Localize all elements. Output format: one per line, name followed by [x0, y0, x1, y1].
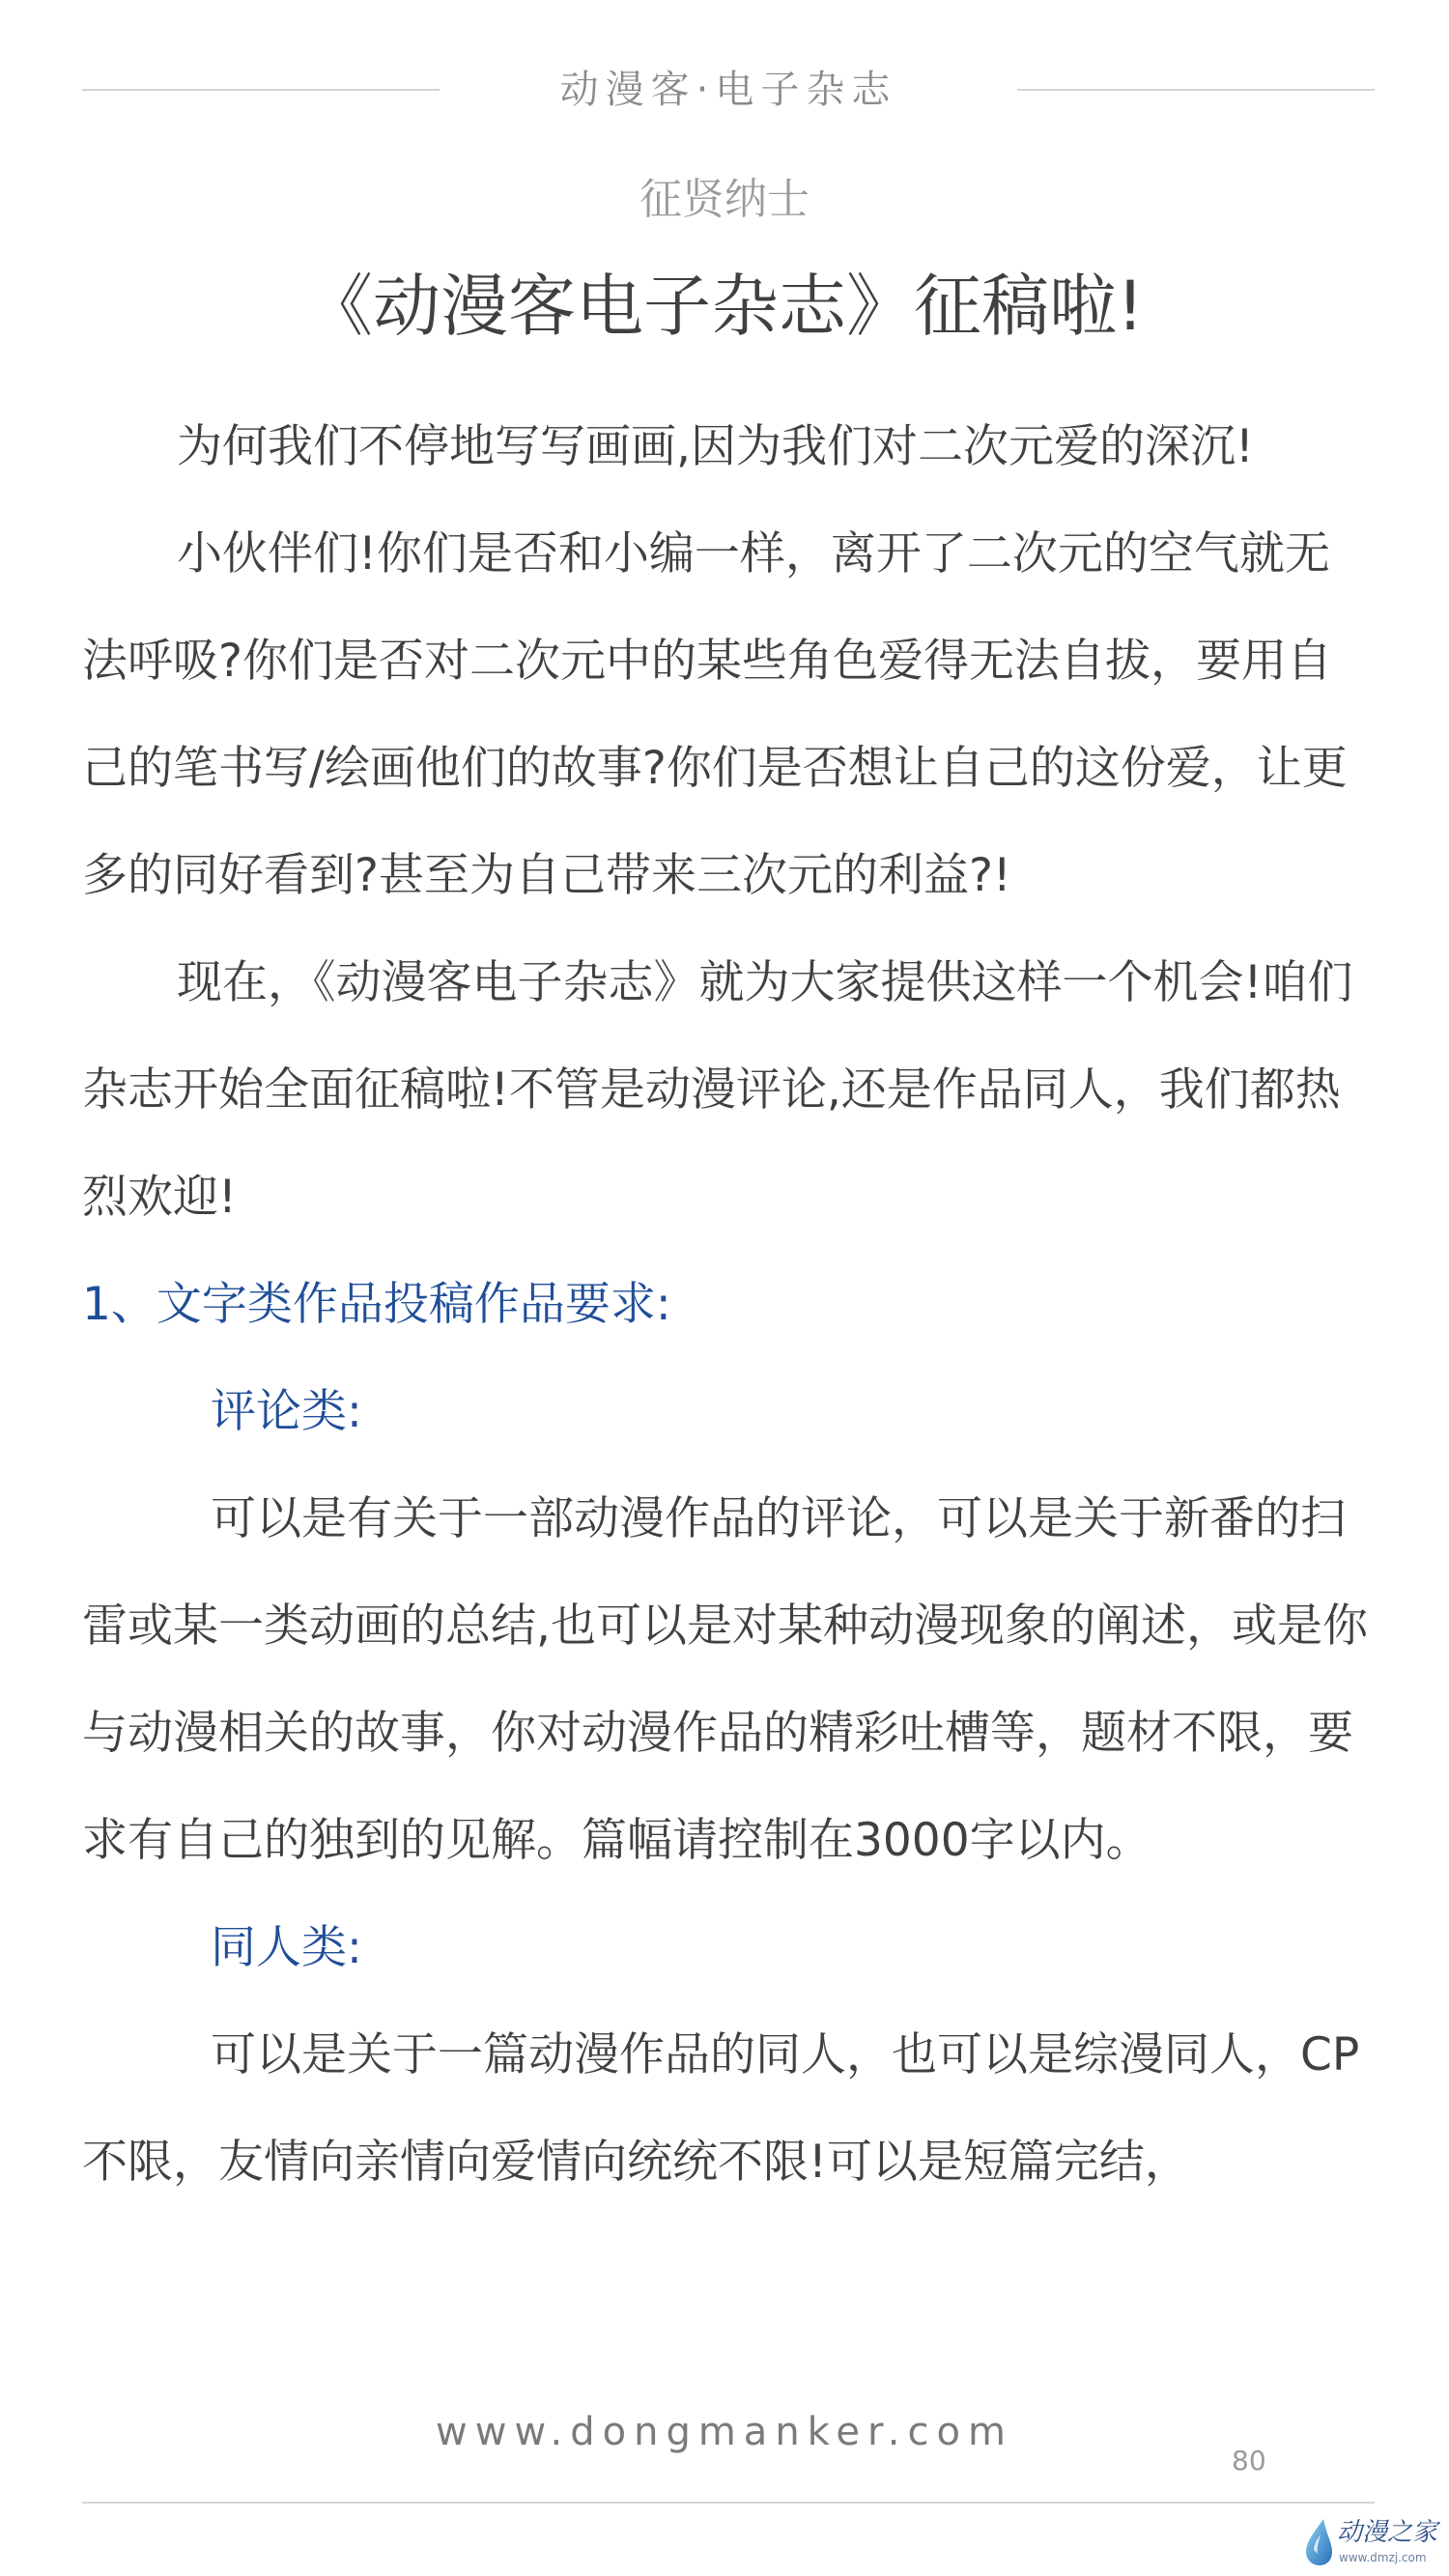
watermark-brand-name: 动漫之家 — [1337, 2518, 1438, 2547]
intro-paragraph-1: 为何我们不停地写写画画,因为我们对二次元爱的深沉! — [177, 420, 1254, 473]
watermark-url: www.dmzj.com — [1339, 2551, 1427, 2564]
intro-paragraph-2: 小伙伴们!你们是否和小编一样，离开了二次元的空气就无法呼吸?你们是否对二次元中的某些角色爱得无法自拔，要用自己的笔书写/绘画他们的故事?你们是否想让自己的这份爱，让更多的同好看到?甚至为自己带来三次元的利益?! — [82, 527, 1348, 902]
subsection-heading-review: 评论类: — [211, 1385, 362, 1438]
section-heading-text-works: 1、文字类作品投稿作品要求: — [82, 1278, 671, 1331]
review-paragraph: 可以是有关于一部动漫作品的评论，可以是关于新番的扫雷或某一类动画的总结,也可以是对某种动漫现象的阐述，或是你与动漫相关的故事，你对动漫作品的精彩吐槽等，题材不限，要求有自己的独到的见解。篇幅请控制在3000字以内。 — [82, 1492, 1368, 1867]
header-rule-right — [1017, 89, 1375, 91]
fanfic-paragraph: 可以是关于一篇动漫作品的同人，也可以是综漫同人，CP不限，友情向亲情向爱情向统统不限!可以是短篇完结， — [82, 2028, 1360, 2189]
subsection-heading-fanfic: 同人类: — [211, 1921, 362, 1974]
page-number: 80 — [1232, 2445, 1266, 2477]
magazine-header — [0, 56, 1449, 124]
footer-rule — [82, 2502, 1375, 2504]
article-title: 《动漫客电子杂志》征稿啦! — [304, 267, 1145, 346]
dmzj-watermark — [1302, 2515, 1442, 2571]
magazine-header-title: 动漫客·电子杂志 — [559, 68, 897, 112]
header-rule-left — [82, 89, 440, 91]
section-kicker: 征贤纳士 — [639, 175, 810, 224]
intro-paragraph-3: 现在，《动漫客电子杂志》就为大家提供这样一个机会!咱们杂志开始全面征稿啦!不管是动漫评论,还是作品同人，我们都热烈欢迎! — [82, 956, 1353, 1224]
footer-website: www.dongmanker.com — [436, 2410, 1013, 2454]
article-body — [82, 393, 1375, 2216]
water-drop-logo-icon — [1302, 2517, 1335, 2567]
